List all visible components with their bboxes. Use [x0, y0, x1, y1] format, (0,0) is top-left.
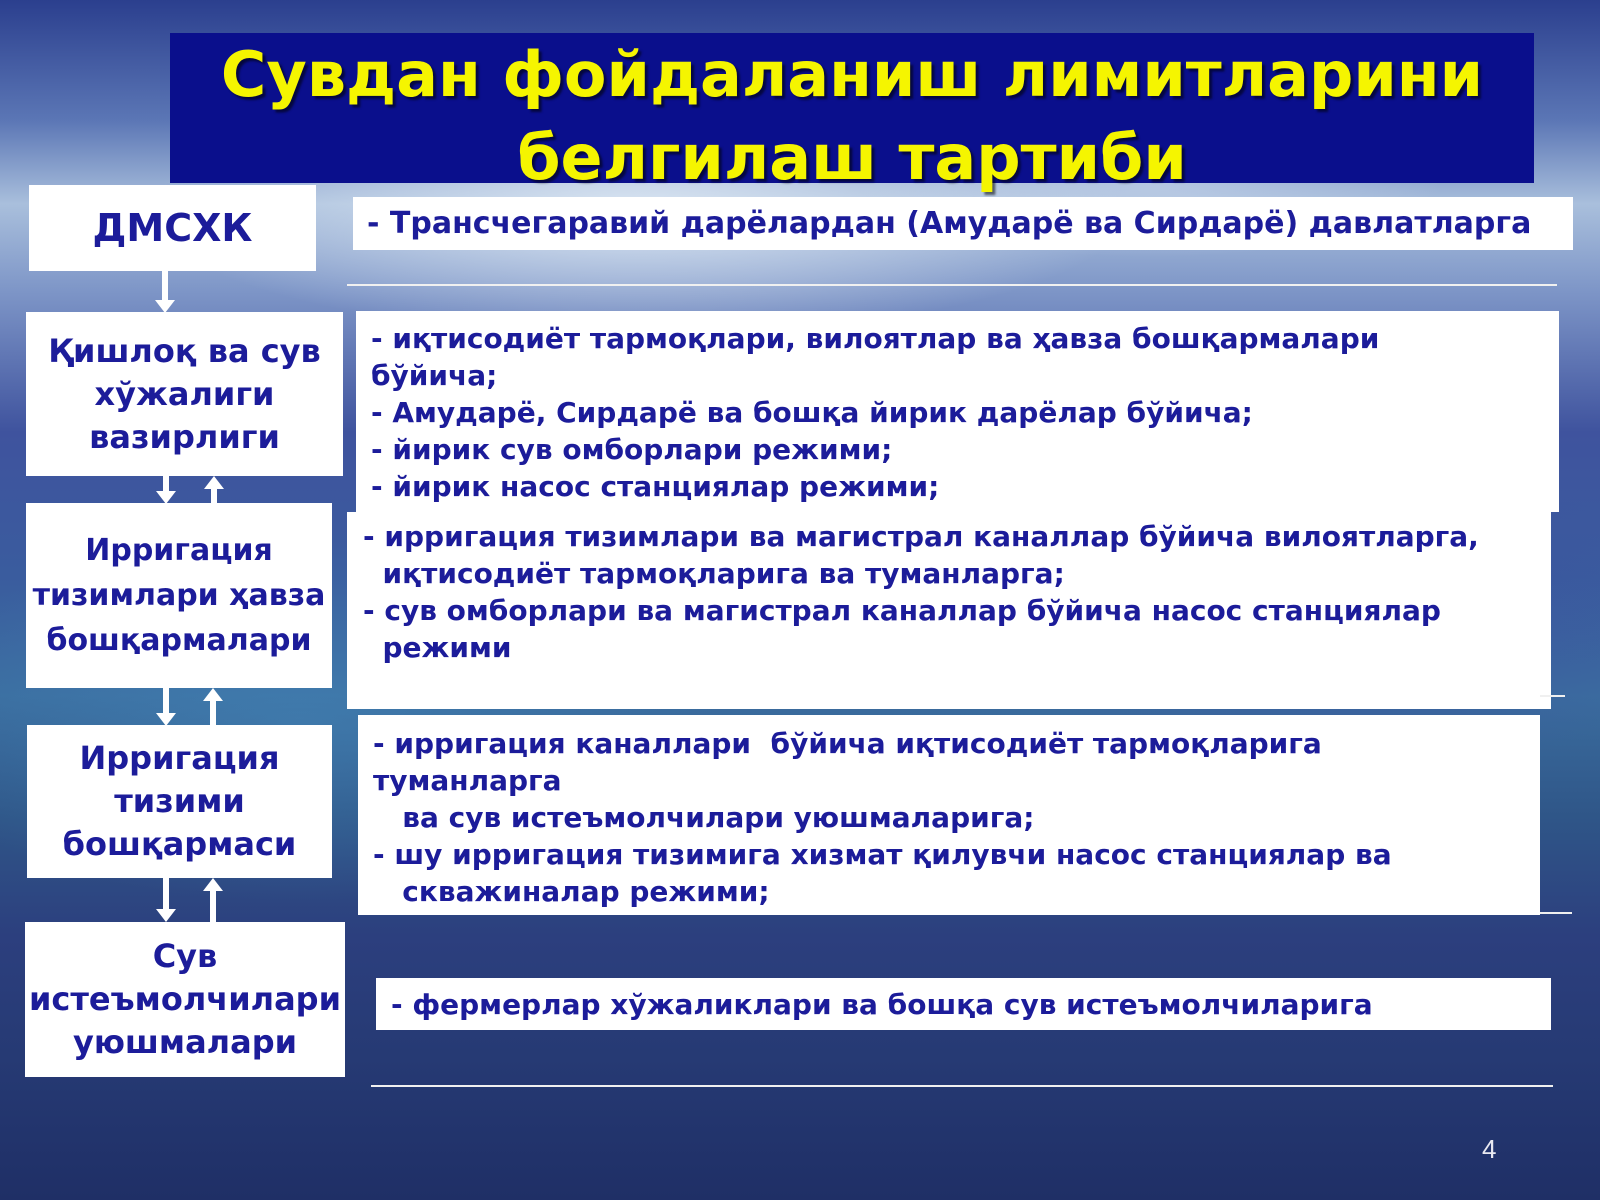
org-wua-box [25, 922, 345, 1077]
arrow-up-3 [210, 700, 216, 725]
page-number: 4 [1482, 1134, 1497, 1164]
panel-basin-line-3: иқтисодиёт тармоқларига ва туманларга; [363, 557, 1065, 590]
org-wua-line-3: уюшмалари [72, 1023, 298, 1061]
org-system-box [27, 725, 332, 878]
title-line-2: белгилаш тартиби [517, 121, 1187, 194]
panel-wua [376, 978, 1551, 1030]
panel-system [358, 715, 1540, 915]
panel-basin-line-1: - ирригация тизимлари ва магистрал каналлар бўйича вилоятларга, [363, 520, 1479, 553]
org-ministry-line-3: вазирлиги [89, 417, 280, 456]
org-dmskh-label: ДМСХК [92, 206, 253, 250]
arrow-down-1 [162, 271, 168, 301]
divider-3 [1540, 912, 1572, 914]
org-system-line-2: тизими [114, 782, 245, 820]
divider-2 [1540, 695, 1565, 697]
panel-ministry-line-3: - Амударё, Сирдарё ва бошқа йирик дарёлар бўйича; [371, 396, 1253, 429]
org-wua-line-2: истеъмолчилари [28, 980, 341, 1018]
panel-ministry-line-1: - иқтисодиёт тармоқлари, вилоятлар ва ҳавза бошқармалари [371, 322, 1380, 355]
org-ministry-line-1: Қишлоқ ва сув [48, 331, 321, 370]
arrow-up-2 [211, 488, 217, 503]
arrow-down-3 [163, 688, 169, 714]
title-line-1: Сувдан фойдаланиш лимитларини [220, 38, 1484, 111]
org-basin-line-1: Ирригация [85, 533, 273, 568]
org-basin-line-3: бошқармалари [46, 623, 312, 658]
panel-ministry-line-5: - йирик насос станциялар режими; [371, 470, 940, 503]
panel-system-line-2: туманларга [373, 764, 562, 797]
panel-ministry-line-2: бўйича; [371, 359, 498, 392]
arrow-down-2 [163, 476, 169, 492]
arrow-down-4 [163, 878, 169, 910]
org-wua-line-1: Сув [152, 937, 218, 975]
arrow-up-4 [210, 890, 216, 922]
slide-title [170, 33, 1534, 199]
panel-system-line-4: - шу ирригация тизимига хизмат қилувчи насос станциялар ва [373, 838, 1392, 871]
divider-1 [347, 284, 1557, 286]
panel-basin-line-4: - сув омборлари ва магистрал каналлар бўйича насос станциялар [363, 594, 1441, 627]
org-system-line-3: бошқармаси [62, 825, 297, 863]
org-dmskh-box [29, 185, 316, 271]
org-ministry-line-2: хўжалиги [94, 374, 275, 413]
panel-system-line-3: ва сув истеъмолчилари уюшмаларига; [373, 801, 1035, 834]
org-ministry-box [26, 312, 343, 476]
panel-transboundary-line-1: - Трансчегаравий дарёлардан (Амударё ва Сирдарё) давлатларга [367, 206, 1532, 241]
panel-transboundary [353, 197, 1573, 250]
org-basin-box [26, 503, 332, 688]
panel-system-line-1: - ирригация каналлари бўйича иқтисодиёт тармоқларига [373, 727, 1322, 760]
panel-basin-line-5: режими [363, 631, 512, 664]
panel-wua-line-1: - фермерлар хўжаликлари ва бошқа сув истеъмолчиларига [391, 988, 1373, 1021]
divider-4 [371, 1085, 1553, 1087]
panel-system-line-5: скважиналар режими; [373, 875, 770, 908]
panel-basin [347, 512, 1551, 709]
org-system-line-1: Ирригация [79, 739, 280, 777]
org-basin-line-2: тизимлари ҳавза [32, 578, 326, 613]
panel-ministry-line-4: - йирик сув омборлари режими; [371, 433, 893, 466]
panel-ministry [356, 311, 1559, 512]
